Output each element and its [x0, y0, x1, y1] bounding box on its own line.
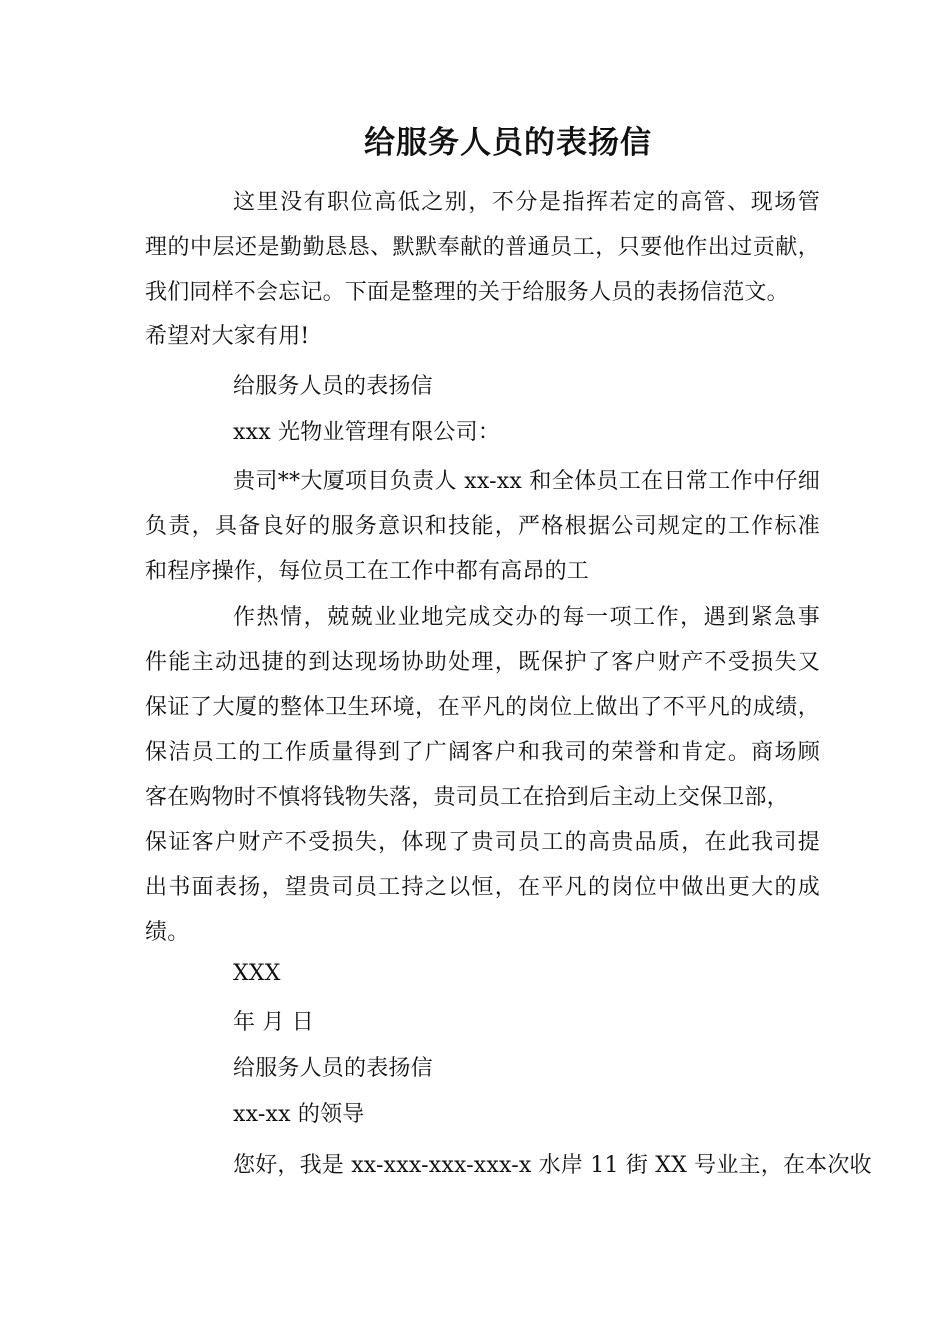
text-line-17: 绩。 — [145, 920, 190, 945]
text-line-9: 和程序操作，每位员工在工作中都有高昂的工 — [145, 559, 590, 584]
text-line-7: 贵司**大厦项目负责人 xx-xx 和全体员工在日常工作中仔细 — [233, 469, 820, 494]
date-line: 年 月 日 — [233, 1010, 314, 1035]
document-title: 给服务人员的表扬信 — [364, 125, 652, 161]
text-line-14: 客在购物时不慎将钱物失落，贵司员工在拾到后主动上交保卫部， — [145, 785, 789, 810]
text-line-5: 给服务人员的表扬信 — [233, 374, 433, 399]
text-line-21: xx-xx 的领导 — [233, 1102, 365, 1127]
text-line-11: 件能主动迅捷的到达现场协助处理，既保护了客户财产不受损失又 — [145, 650, 820, 675]
signature-line: XXX — [233, 961, 281, 986]
text-line-1: 这里没有职位高低之别，不分是指挥若定的高管、现场管 — [233, 190, 820, 215]
text-line-15: 保证客户财产不受损失，体现了贵司员工的高贵品质，在此我司提 — [145, 830, 820, 855]
text-line-10: 作热情，兢兢业业地完成交办的每一项工作，遇到紧急事 — [233, 605, 820, 630]
text-line-6: xxx 光物业管理有限公司： — [233, 420, 501, 445]
text-line-12: 保证了大厦的整体卫生环境，在平凡的岗位上做出了不平凡的成绩， — [145, 695, 820, 720]
text-line-20: 给服务人员的表扬信 — [233, 1056, 433, 1081]
text-line-4: 希望对大家有用! — [145, 324, 310, 349]
text-line-22: 您好，我是 xx-xxx-xxx-xxx-x 水岸 11 街 XX 号业主，在本次收 — [233, 1153, 872, 1178]
text-line-2: 理的中层还是勤勤恳恳、默默奉献的普通员工，只要他作出过贡献， — [145, 235, 820, 260]
text-line-16: 出书面表扬，望贵司员工持之以恒，在平凡的岗位中做出更大的成 — [145, 875, 820, 900]
text-line-3: 我们同样不会忘记。下面是整理的关于给服务人员的表扬信范文。 — [145, 280, 789, 305]
text-line-8: 负责，具备良好的服务意识和技能，严格根据公司规定的工作标准 — [145, 514, 820, 539]
text-line-13: 保洁员工的工作质量得到了广阔客户和我司的荣誉和肯定。商场顾 — [145, 740, 820, 765]
